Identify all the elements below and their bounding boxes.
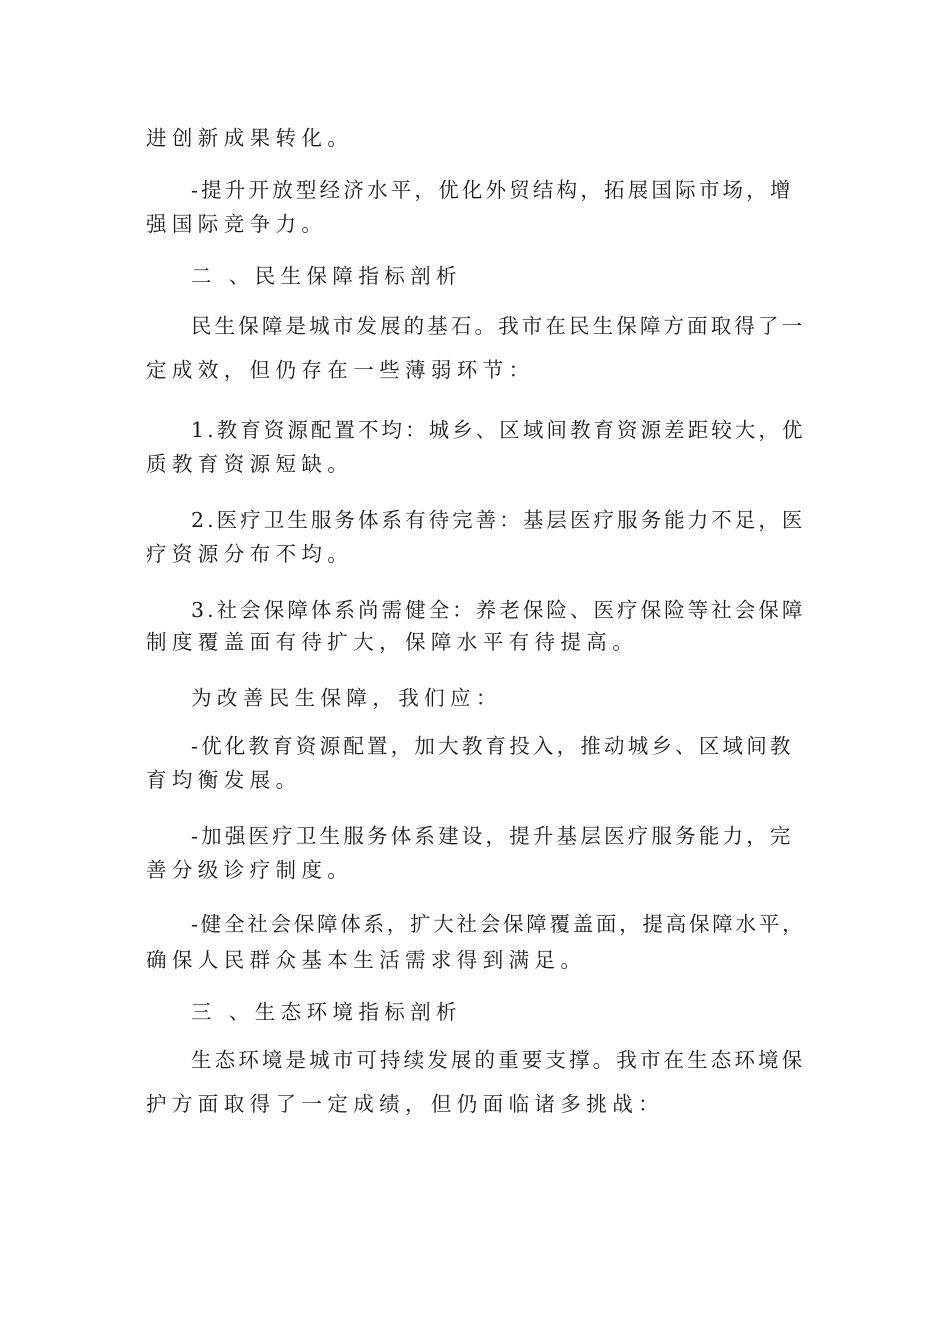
list-item-2: 2.医疗卫生服务体系有待完善：基层医疗服务能力不足，医 (191, 508, 806, 532)
paragraph-line: -提升开放型经济水平，优化外贸结构，拓展国际市场，增 (191, 178, 794, 202)
list-item-1-continued: 质教育资源短缺。 (146, 452, 354, 476)
bullet-item: -加强医疗卫生服务体系建设，提升基层医疗服务能力，完 (191, 824, 794, 848)
bullet-item: -优化教育资源配置，加大教育投入，推动城乡、区域间教 (191, 734, 794, 758)
list-item-2-continued: 疗资源分布不均。 (146, 542, 354, 566)
list-item-1: 1.教育资源配置不均：城乡、区域间教育资源差距较大，优 (191, 418, 806, 442)
section-heading-2: 二 、民生保障指标剖析 (191, 264, 462, 288)
bullet-item-continued: 育均衡发展。 (146, 768, 302, 792)
list-item-3: 3.社会保障体系尚需健全：养老保险、医疗保险等社会保障 (191, 598, 806, 622)
bullet-item-continued: 善分级诊疗制度。 (146, 858, 354, 882)
paragraph-line: 定成效，但仍存在一些薄弱环节： (146, 358, 535, 382)
paragraph-line: 生态环境是城市可持续发展的重要支撑。我市在生态环境保 (191, 1048, 806, 1072)
bullet-item: -健全社会保障体系，扩大社会保障覆盖面，提高保障水平， (191, 912, 806, 936)
paragraph-line: 为改善民生保障，我们应： (191, 686, 502, 710)
section-heading-3: 三 、生态环境指标剖析 (191, 1000, 462, 1024)
list-item-3-continued: 制度覆盖面有待扩大，保障水平有待提高。 (146, 630, 639, 654)
paragraph-line: 民生保障是城市发展的基石。我市在民生保障方面取得了一 (191, 314, 806, 338)
paragraph-line: 护方面取得了一定成绩，但仍面临诸多挑战： (146, 1092, 664, 1116)
paragraph-line: 进创新成果转化。 (146, 126, 354, 150)
paragraph-line: 强国际竞争力。 (146, 212, 328, 236)
bullet-item-continued: 确保人民群众基本生活需求得到满足。 (146, 948, 587, 972)
